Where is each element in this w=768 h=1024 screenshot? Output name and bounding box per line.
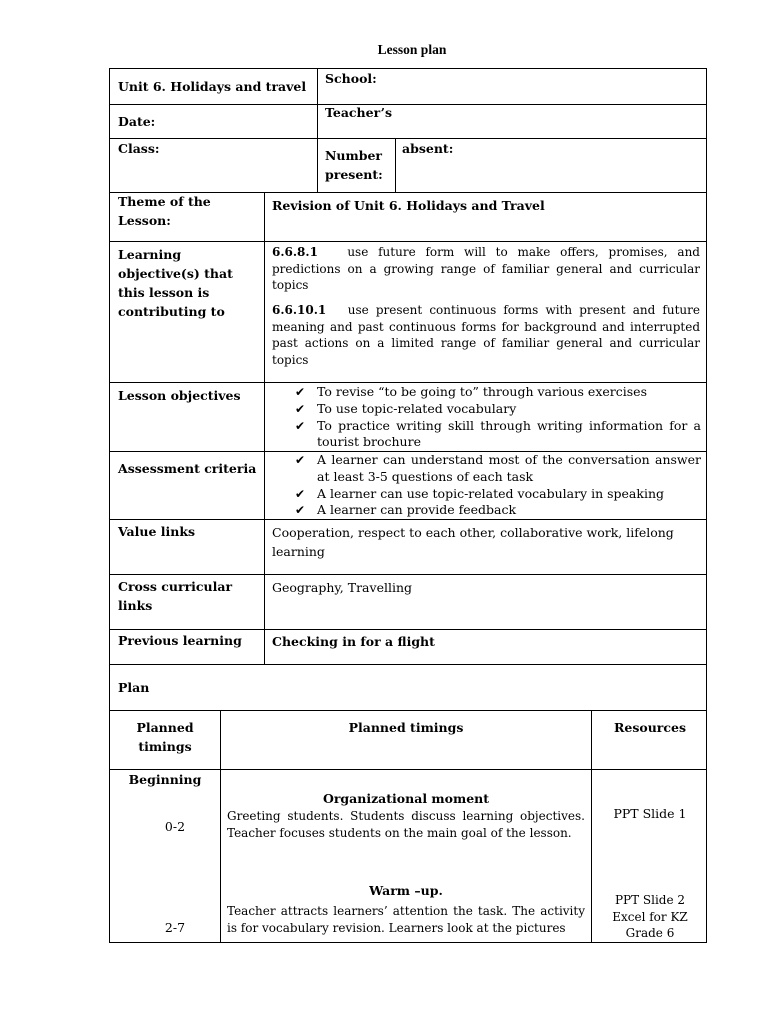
teacher-label: Teacher’s: [325, 105, 393, 120]
column-header-planned-activities: Planned timings: [348, 720, 464, 735]
column-header-planned-timings: Planned timings: [136, 720, 194, 754]
lesson-objectives-list: [295, 384, 701, 451]
unit-title: Unit 6. Holidays and travel: [118, 79, 307, 94]
stage-name: Beginning: [128, 772, 202, 787]
lesson-plan-table: [109, 68, 707, 943]
cross-curricular-value: Geography, Travelling: [272, 580, 413, 595]
stage-title: Warm –up.: [369, 883, 443, 898]
plan-label: Plan: [118, 680, 150, 695]
assessment-criteria-list: [295, 452, 701, 519]
value-links-value: Cooperation, respect to each other, collaborative work, lifelong learning: [272, 525, 674, 559]
learning-objectives-label: Learning objective(s) that this lesson is contributing to: [118, 247, 233, 319]
stage-resources: PPT Slide 1: [613, 806, 687, 821]
stage-description: Greeting students. Students discuss learning objectives. Teacher focuses students on the main goal of the lesson.: [227, 809, 585, 840]
column-header-resources: Resources: [614, 720, 686, 735]
list-item: ✔ To use topic-related vocabulary: [295, 400, 517, 416]
stage-timing: 0-2: [164, 819, 186, 834]
objective-text: use future form will to make offers, promises, and predictions on a growing range of familiar general and curricular topics: [272, 245, 700, 292]
theme-label: Theme of the Lesson:: [118, 194, 211, 228]
assessment-criteria-label: Assessment criteria: [118, 461, 257, 476]
theme-value: Revision of Unit 6. Holidays and Travel: [272, 198, 545, 213]
stage-title: Organizational moment: [322, 791, 490, 806]
previous-learning-value: Checking in for a flight: [272, 634, 435, 649]
absent-label: absent:: [402, 141, 454, 156]
objective-item: [272, 244, 700, 294]
objective-item: [272, 302, 700, 368]
stage-timing: 2-7: [164, 920, 186, 935]
checkmark-icon: ✔: [295, 453, 306, 467]
checkmark-icon: ✔: [295, 503, 306, 518]
cross-curricular-label: Cross curricular links: [118, 579, 233, 613]
checkmark-icon: ✔: [295, 385, 306, 399]
list-item: ✔ To practice writing skill through writing information for a tourist brochure: [295, 417, 701, 450]
list-item: ✔ A learner can provide feedback: [295, 502, 517, 518]
class-label: Class:: [118, 141, 160, 156]
number-present-label: Number present:: [325, 148, 383, 182]
list-item: ✔ A learner can use topic-related vocabulary in speaking: [295, 485, 664, 501]
date-label: Date:: [118, 114, 156, 129]
checkmark-icon: ✔: [295, 401, 306, 416]
objective-code: 6.6.10.1: [272, 303, 327, 317]
checkmark-icon: ✔: [295, 418, 306, 433]
list-item: ✔ To revise “to be going to” through various exercises: [295, 384, 647, 399]
previous-learning-label: Previous learning: [118, 633, 242, 648]
value-links-label: Value links: [118, 524, 196, 539]
checkmark-icon: ✔: [295, 486, 306, 501]
document-title: Lesson plan: [377, 42, 447, 57]
objective-code: 6.6.8.1: [272, 245, 318, 259]
stage-description: Teacher attracts learners’ attention the task. The activity is for vocabulary revision. Learners look at the pictures: [227, 904, 585, 935]
stage-resources: PPT Slide 2 Excel for KZ Grade 6: [612, 893, 688, 940]
objective-text: use present continuous forms with present and future meaning and past continuous forms for background and interrupted past actions on a limited range of familiar general and curricular topics: [272, 303, 700, 367]
list-item: ✔ A learner can understand most of the conversation answer at least 3-5 questions of each task: [295, 452, 701, 484]
lesson-objectives-label: Lesson objectives: [118, 388, 241, 403]
school-label: School:: [325, 71, 377, 86]
